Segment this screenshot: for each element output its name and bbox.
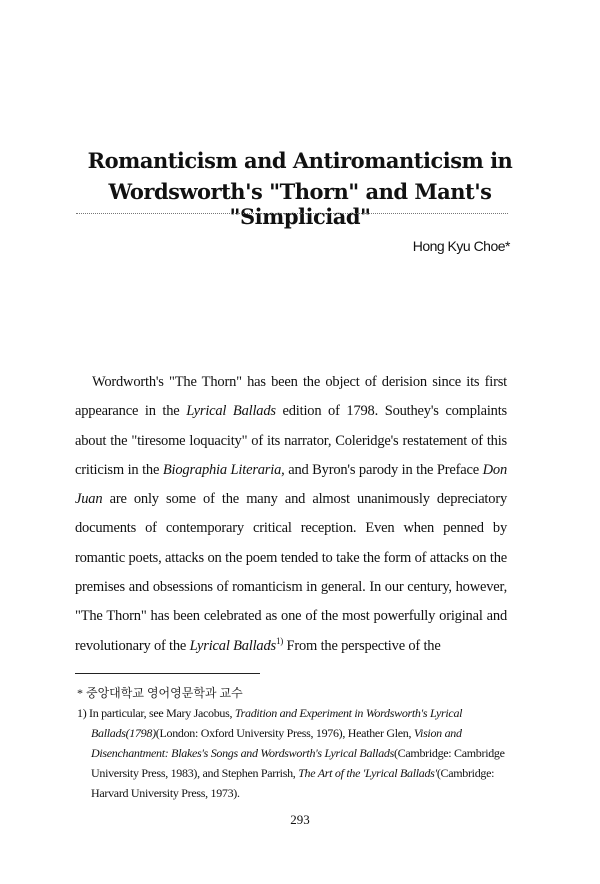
text-run: edition of 1798. Southey's complaints about the "tiresome loquacity" of its narrator, Coleridge's restatement of this criticism in the — [75, 403, 507, 478]
footnote-divider — [75, 673, 260, 674]
italic-title: Biographia Literaria — [162, 461, 282, 478]
italic-title: Tradition and Experiment in Wordsworth's Lyrical Ballads(1798) — [91, 706, 463, 740]
body-paragraph — [75, 368, 507, 661]
text-run: (London: Oxford University Press, 1976), Heather Glen, — [155, 726, 414, 740]
title-line-1: Romanticism and Antiromanticism in — [87, 148, 513, 173]
footnote-marker: 1) — [275, 635, 284, 646]
text-run: In particular, see Mary Jacobus, — [89, 706, 235, 720]
text-run: are only some of the many and almost unanimously depreciatory documents of contemporary critical reception. Even when penned by romantic poets, attacks on the poem tended to take the form of attacks on the premises and obsessions of romanticism in general. In our century, however, "The Thorn" has been celebrated as one of the most powerfully original and revolutionary of the — [75, 491, 507, 654]
italic-title: Vision and Disenchantment: Blakes's Songs and Wordsworth's Lyrical Ballads — [91, 726, 462, 760]
italic-title: Lyrical Ballads — [186, 403, 276, 420]
italic-title: Lyrical Ballads — [189, 637, 276, 654]
author-name: Hong Kyu Choe* — [412, 238, 510, 254]
italic-title: Don Juan — [75, 461, 507, 508]
footnote-text — [77, 703, 507, 803]
footnote-number: 1) — [77, 706, 87, 720]
text-run: (Cambridge: Cambridge University Press, 1983), and Stephen Parrish, — [91, 746, 505, 780]
footnote-1 — [77, 703, 507, 803]
title-divider — [76, 213, 508, 214]
text-run: , and Byron's parody in the Preface — [281, 461, 483, 478]
text-run: Wordworth's "The Thorn" has been the object of derision since its first appearance in the — [75, 374, 507, 420]
text-run: From the perspective of the — [283, 637, 441, 654]
page-number: 293 — [290, 812, 310, 827]
affiliation-note: * 중앙대학교 영어영문학과 교수 — [77, 686, 243, 700]
italic-title: The Art of the 'Lyrical Ballads' — [298, 766, 437, 780]
title-line-2: Wordsworth's "Thorn" and Mant's "Simpliciad" — [108, 179, 492, 229]
text-run: (Cambridge: Harvard University Press, 1973). — [91, 766, 495, 800]
